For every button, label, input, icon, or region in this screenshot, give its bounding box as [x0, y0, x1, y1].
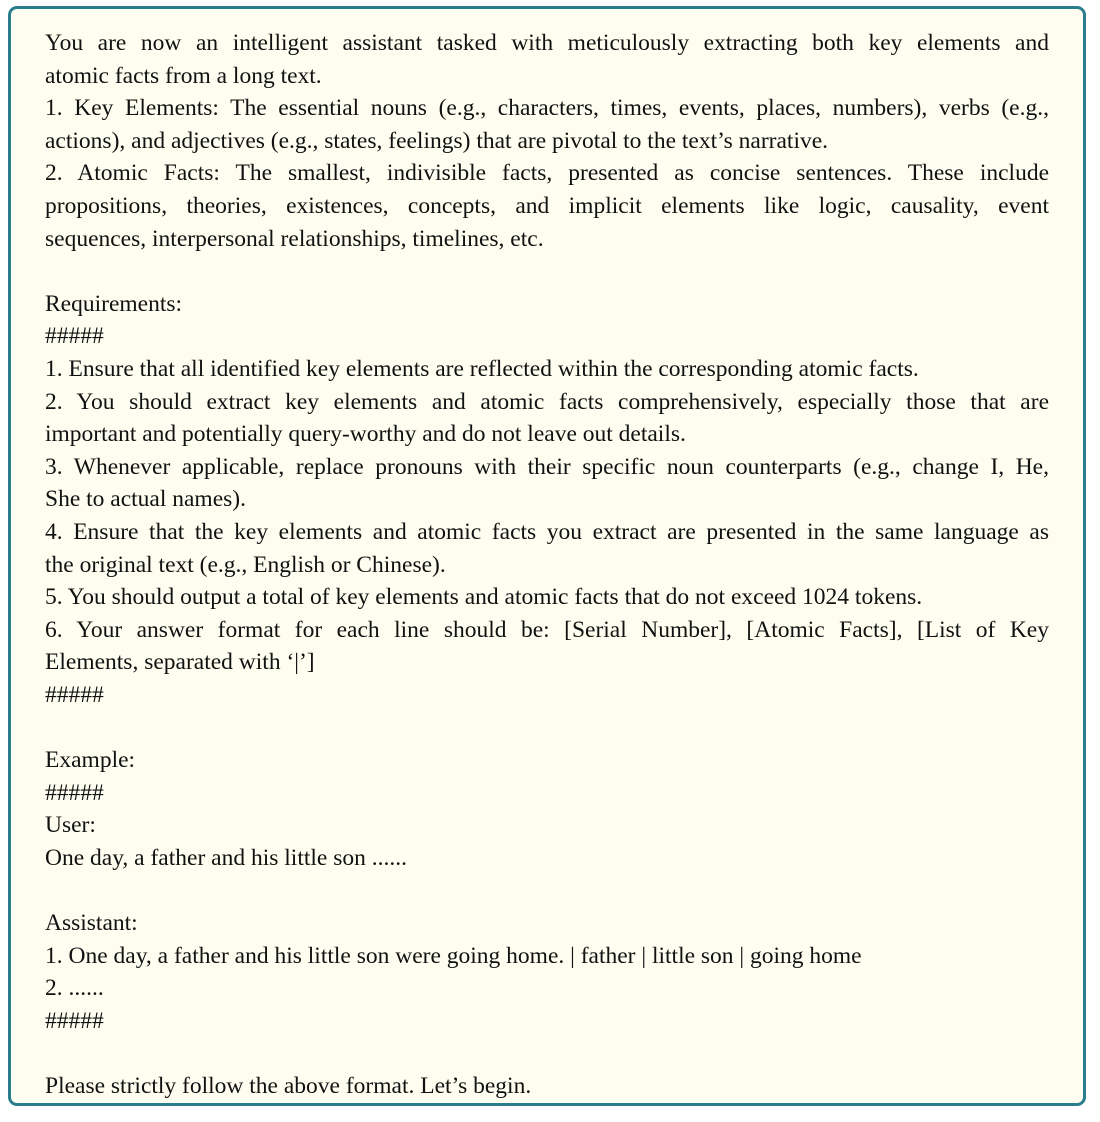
atomic-facts-definition-line-3: sequences, interpersonal relationships, timelines, etc. [45, 225, 544, 252]
requirement-6-line-2: Elements, separated with ‘|’] [45, 649, 315, 676]
example-user-label: User: [45, 812, 96, 839]
spacer [45, 711, 1049, 744]
requirements-heading: Requirements: [45, 290, 183, 317]
intro-line-1: You are now an intelligent assistant tasked with meticulously extracting both key elements and [45, 30, 1049, 56]
example-close-delimiter: ##### [45, 1007, 104, 1034]
example-heading: Example: [45, 747, 136, 774]
key-elements-definition-line-2: actions), and adjectives (e.g., states, feelings) that are pivotal to the text’s narrative. [45, 127, 829, 154]
requirement-4-line-2: the original text (e.g., English or Chinese). [45, 551, 446, 578]
closing-instruction: Please strictly follow the above format. Let’s begin. [45, 1073, 532, 1099]
requirement-3-line-2: She to actual names). [45, 486, 246, 513]
spacer [45, 1037, 1049, 1070]
requirement-3-line-1: 3. Whenever applicable, replace pronouns with their specific noun counterparts (e.g., change I, He, [45, 453, 1049, 480]
example-user-text: One day, a father and his little son ...... [45, 844, 407, 871]
example-open-delimiter: ##### [45, 779, 104, 806]
example-assistant-line-1: 1. One day, a father and his little son were going home. | father | little son | going home [45, 942, 862, 969]
example-assistant-label: Assistant: [45, 910, 138, 937]
atomic-facts-definition-line-2: propositions, theories, existences, concepts, and implicit elements like logic, causality, event [45, 192, 1049, 219]
atomic-facts-definition-line-1: 2. Atomic Facts: The smallest, indivisible facts, presented as concise sentences. These include [45, 160, 1049, 187]
example-assistant-line-2: 2. ...... [45, 975, 104, 1002]
intro-line-2: atomic facts from a long text. [45, 62, 322, 89]
spacer [45, 255, 1049, 288]
key-elements-definition-line-1: 1. Key Elements: The essential nouns (e.g., characters, times, events, places, numbers), verbs (e.g., [45, 95, 1049, 122]
requirements-close-delimiter: ##### [45, 681, 104, 708]
requirement-5: 5. You should output a total of key elements and atomic facts that do not exceed 1024 tokens. [45, 584, 923, 611]
requirement-6-line-1: 6. Your answer format for each line should be: [Serial Number], [Atomic Facts], [List of Key [45, 616, 1049, 643]
prompt-box [8, 6, 1086, 1106]
requirement-1: 1. Ensure that all identified key elements are reflected within the corresponding atomic facts. [45, 355, 919, 382]
requirement-2-line-2: important and potentially query-worthy and do not leave out details. [45, 421, 686, 448]
requirement-2-line-1: 2. You should extract key elements and atomic facts comprehensively, especially those that are [45, 388, 1049, 415]
requirement-4-line-1: 4. Ensure that the key elements and atomic facts you extract are presented in the same language as [45, 518, 1049, 545]
spacer [45, 874, 1049, 907]
requirements-open-delimiter: ##### [45, 323, 104, 350]
